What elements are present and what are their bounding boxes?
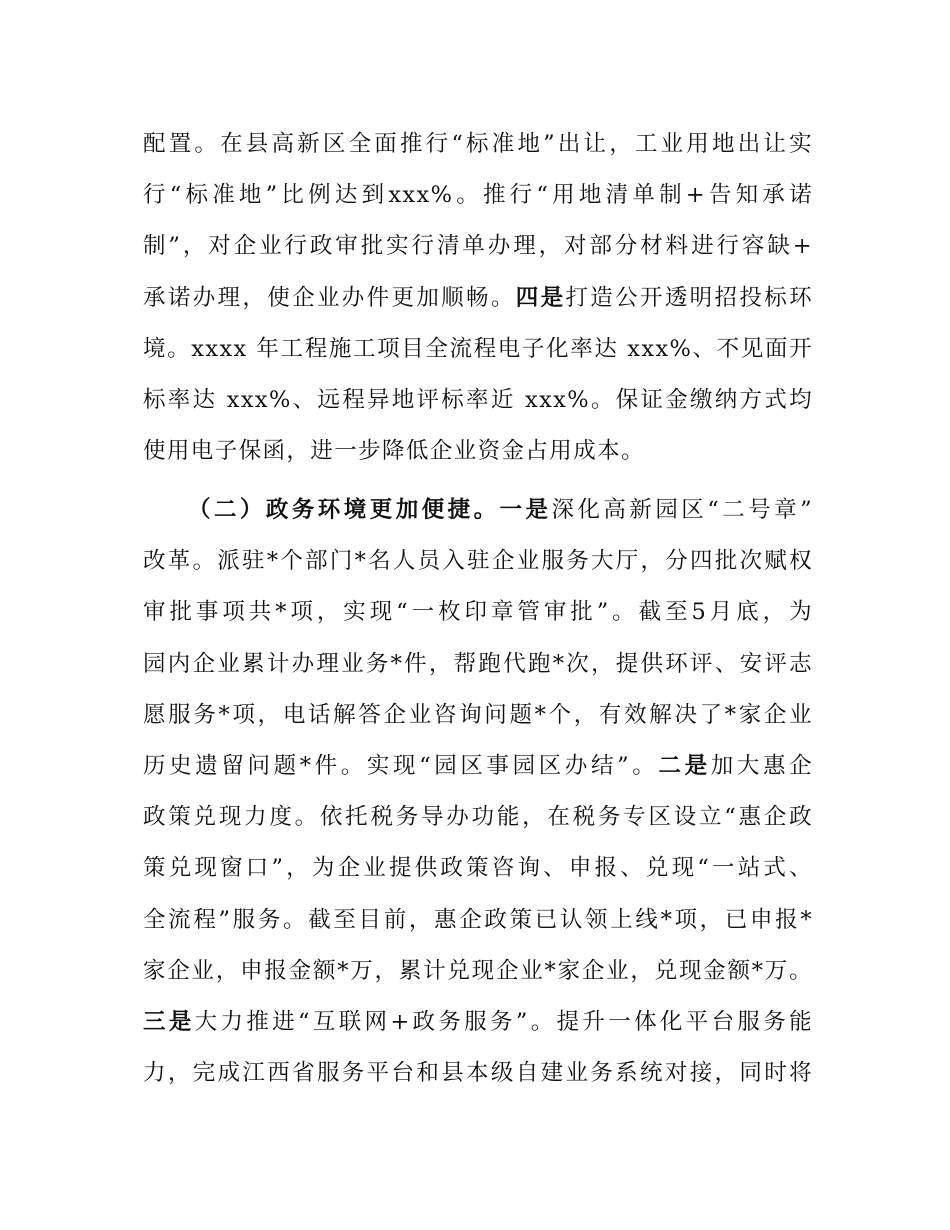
- text-run: 大力推进“互联网+政务服务”。提升一体化平台服务能: [194, 1008, 813, 1035]
- text-line: [143, 741, 813, 792]
- paragraph-2: [143, 485, 813, 1099]
- text-line: 愿服务*项，电话解答企业咨询问题*个，有效解决了*家企业: [143, 701, 813, 728]
- text-line: 审批事项共*项，实现“一枚印章管审批”。截至5月底，为: [143, 599, 813, 626]
- text-run: 历史遗留问题*件。实现“园区事园区办结”。: [143, 752, 659, 779]
- text-line: 园内企业累计办理业务*件，帮跑代跑*次，提供环评、安评志: [143, 650, 813, 677]
- text-line: 政策兑现力度。依托税务导办功能，在税务专区设立“惠企政: [143, 804, 813, 831]
- paragraph-1: [143, 119, 813, 477]
- text-run: 打造公开透明招投标环: [565, 284, 813, 311]
- text-line: 制”，对企业行政审批实行清单办理，对部分材料进行容缺+: [143, 233, 813, 260]
- text-line: 标率达 xxx%、远程异地评标率近 xxx%。保证金缴纳方式均: [143, 386, 813, 413]
- text-line: 境。xxxx 年工程施工项目全流程电子化率达 xxx%、不见面开: [143, 335, 813, 362]
- text-run: 承诺办理，使企业办件更加顺畅。: [143, 284, 516, 311]
- text-line: 行“标准地”比例达到xxx%。推行“用地清单制+告知承诺: [143, 182, 813, 209]
- text-line: 力，完成江西省服务平台和县本级自建业务系统对接，同时将: [143, 1060, 813, 1087]
- text-line: [143, 273, 813, 324]
- bold-keyword: 一是: [499, 497, 552, 523]
- bold-keyword: 三是: [143, 1008, 195, 1035]
- text-line: 使用电子保函，进一步降低企业资金占用成本。: [143, 438, 645, 465]
- text-line: 改革。派驻*个部门*名人员入驻企业服务大厅，分四批次赋权: [143, 548, 813, 575]
- text-line: 策兑现窗口”，为企业提供政策咨询、申报、兑现“一站式、: [143, 855, 813, 882]
- bold-keyword: 四是: [515, 284, 566, 311]
- text-line: 家企业，申报金额*万，累计兑现企业*家企业，兑现金额*万。: [143, 957, 813, 984]
- text-line: [143, 485, 813, 536]
- text-line: 配置。在县高新区全面推行“标准地”出让，工业用地出让实: [143, 131, 813, 157]
- text-run: 加大惠企: [710, 752, 813, 779]
- bold-keyword: 二是: [658, 752, 711, 779]
- text-run: 深化高新园区“二号章”: [551, 497, 813, 523]
- text-line: [143, 997, 813, 1048]
- section-heading: （二）政务环境更加便捷。: [188, 497, 500, 523]
- text-line: 全流程”服务。截至目前，惠企政策已认领上线*项，已申报*: [143, 906, 813, 933]
